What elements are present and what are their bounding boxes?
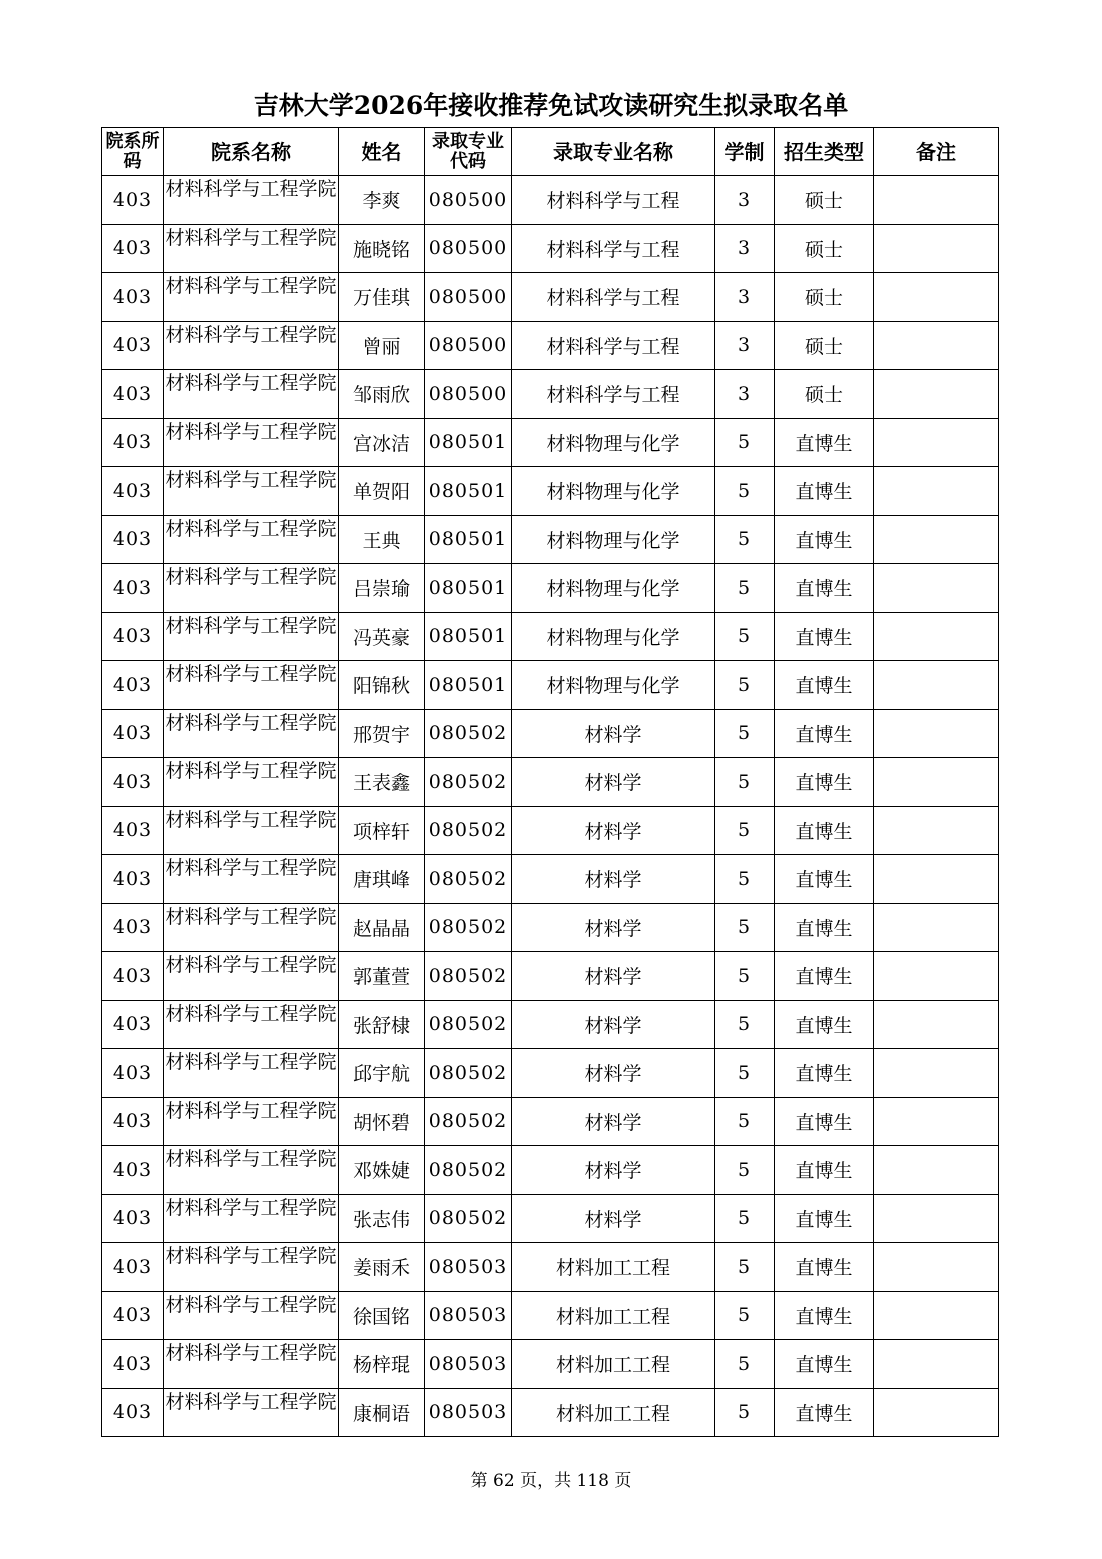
cell-major-name: 材料物理与化学 bbox=[512, 515, 715, 564]
page-title: 吉林大学2026年接收推荐免试攻读研究生拟录取名单 bbox=[253, 91, 849, 120]
admission-table bbox=[101, 127, 999, 1437]
table-row bbox=[102, 1194, 999, 1243]
cell-dept-name bbox=[164, 418, 339, 467]
cell-type: 直博生 bbox=[775, 661, 874, 710]
cell-dept-name-text: 材料科学与工程学院 bbox=[165, 372, 337, 394]
cell-dept-name bbox=[164, 321, 339, 370]
cell-type: 硕士 bbox=[775, 370, 874, 419]
page-footer: 第 62 页，共 118 页 bbox=[470, 1471, 632, 1491]
cell-name: 邹雨欣 bbox=[339, 370, 425, 419]
cell-note bbox=[874, 1146, 999, 1195]
cell-years: 3 bbox=[715, 321, 775, 370]
cell-major-name: 材料学 bbox=[512, 1000, 715, 1049]
cell-name: 邓姝婕 bbox=[339, 1146, 425, 1195]
cell-note bbox=[874, 612, 999, 661]
cell-dept-name-text: 材料科学与工程学院 bbox=[165, 857, 337, 879]
cell-dept-name-text: 材料科学与工程学院 bbox=[165, 905, 337, 928]
cell-major-code: 080502 bbox=[425, 903, 512, 952]
cell-dept-name bbox=[164, 903, 339, 952]
cell-years: 5 bbox=[715, 515, 775, 564]
cell-type: 直博生 bbox=[775, 1049, 874, 1098]
cell-major-name: 材料学 bbox=[512, 855, 715, 904]
cell-dept-name bbox=[164, 273, 339, 322]
cell-dept-name-text: 材料科学与工程学院 bbox=[165, 760, 337, 782]
cell-major-code: 080501 bbox=[425, 612, 512, 661]
cell-major-code: 080502 bbox=[425, 1194, 512, 1243]
cell-type: 直博生 bbox=[775, 855, 874, 904]
cell-dept-code: 403 bbox=[102, 1000, 164, 1049]
cell-name: 阳锦秋 bbox=[339, 661, 425, 710]
cell-dept-code: 403 bbox=[102, 273, 164, 322]
cell-years: 5 bbox=[715, 709, 775, 758]
cell-dept-code: 403 bbox=[102, 1243, 164, 1292]
cell-dept-code: 403 bbox=[102, 1340, 164, 1389]
cell-years: 5 bbox=[715, 1243, 775, 1292]
cell-dept-name bbox=[164, 758, 339, 807]
cell-dept-name bbox=[164, 564, 339, 613]
cell-major-name: 材料加工工程 bbox=[512, 1291, 715, 1340]
cell-years: 5 bbox=[715, 1194, 775, 1243]
cell-type: 直博生 bbox=[775, 612, 874, 661]
cell-dept-code: 403 bbox=[102, 709, 164, 758]
cell-dept-code: 403 bbox=[102, 467, 164, 516]
cell-name: 张舒棣 bbox=[339, 1000, 425, 1049]
cell-major-code: 080502 bbox=[425, 1000, 512, 1049]
cell-dept-name-text: 材料科学与工程学院 bbox=[165, 275, 337, 297]
cell-dept-name-text: 材料科学与工程学院 bbox=[165, 1002, 337, 1025]
cell-dept-name-text: 材料科学与工程学院 bbox=[165, 1148, 337, 1170]
cell-major-code: 080503 bbox=[425, 1243, 512, 1292]
cell-dept-code: 403 bbox=[102, 903, 164, 952]
cell-major-name: 材料加工工程 bbox=[512, 1340, 715, 1389]
cell-major-code: 080500 bbox=[425, 321, 512, 370]
cell-name: 杨梓琨 bbox=[339, 1340, 425, 1389]
cell-major-name: 材料学 bbox=[512, 1194, 715, 1243]
cell-dept-code: 403 bbox=[102, 806, 164, 855]
cell-type: 直博生 bbox=[775, 1291, 874, 1340]
cell-major-code: 080501 bbox=[425, 515, 512, 564]
cell-years: 3 bbox=[715, 273, 775, 322]
cell-note bbox=[874, 321, 999, 370]
cell-dept-name-text: 材料科学与工程学院 bbox=[165, 1051, 337, 1073]
cell-years: 5 bbox=[715, 1097, 775, 1146]
cell-years: 5 bbox=[715, 1291, 775, 1340]
cell-dept-name bbox=[164, 515, 339, 564]
cell-major-name: 材料科学与工程 bbox=[512, 224, 715, 273]
cell-note bbox=[874, 1194, 999, 1243]
cell-note bbox=[874, 176, 999, 225]
table-row bbox=[102, 224, 999, 273]
cell-type: 直博生 bbox=[775, 806, 874, 855]
header-dept-name: 院系名称 bbox=[164, 128, 339, 176]
cell-years: 5 bbox=[715, 612, 775, 661]
cell-dept-name bbox=[164, 661, 339, 710]
cell-dept-name-text: 材料科学与工程学院 bbox=[165, 226, 337, 249]
cell-name: 徐国铭 bbox=[339, 1291, 425, 1340]
cell-dept-name bbox=[164, 224, 339, 273]
cell-name: 姜雨禾 bbox=[339, 1243, 425, 1292]
cell-major-code: 080503 bbox=[425, 1340, 512, 1389]
cell-major-code: 080502 bbox=[425, 855, 512, 904]
cell-dept-code: 403 bbox=[102, 1146, 164, 1195]
cell-name: 唐琪峰 bbox=[339, 855, 425, 904]
cell-dept-name bbox=[164, 612, 339, 661]
cell-dept-name-text: 材料科学与工程学院 bbox=[165, 323, 337, 346]
table-row bbox=[102, 1146, 999, 1195]
cell-type: 直博生 bbox=[775, 467, 874, 516]
table-header-row bbox=[102, 128, 999, 176]
cell-name: 邱宇航 bbox=[339, 1049, 425, 1098]
table-row bbox=[102, 855, 999, 904]
cell-dept-code: 403 bbox=[102, 370, 164, 419]
cell-dept-code: 403 bbox=[102, 952, 164, 1001]
cell-dept-name-text: 材料科学与工程学院 bbox=[165, 711, 337, 734]
cell-major-name: 材料科学与工程 bbox=[512, 321, 715, 370]
cell-note bbox=[874, 661, 999, 710]
cell-type: 直博生 bbox=[775, 903, 874, 952]
header-name: 姓名 bbox=[339, 128, 425, 176]
cell-dept-name bbox=[164, 1340, 339, 1389]
cell-type: 直博生 bbox=[775, 1340, 874, 1389]
table-row bbox=[102, 1291, 999, 1340]
cell-dept-name bbox=[164, 1097, 339, 1146]
table-row bbox=[102, 321, 999, 370]
cell-note bbox=[874, 1097, 999, 1146]
header-major-name: 录取专业名称 bbox=[512, 128, 715, 176]
cell-dept-name-text: 材料科学与工程学院 bbox=[165, 1196, 337, 1219]
cell-dept-code: 403 bbox=[102, 855, 164, 904]
table-row bbox=[102, 273, 999, 322]
cell-years: 5 bbox=[715, 564, 775, 613]
cell-major-code: 080502 bbox=[425, 952, 512, 1001]
cell-dept-name bbox=[164, 467, 339, 516]
cell-dept-name-text: 材料科学与工程学院 bbox=[165, 614, 337, 637]
cell-note bbox=[874, 952, 999, 1001]
cell-dept-code: 403 bbox=[102, 758, 164, 807]
cell-note bbox=[874, 1049, 999, 1098]
table-row bbox=[102, 176, 999, 225]
cell-note bbox=[874, 709, 999, 758]
cell-years: 5 bbox=[715, 1146, 775, 1195]
cell-dept-name bbox=[164, 806, 339, 855]
cell-dept-name bbox=[164, 1000, 339, 1049]
cell-type: 直博生 bbox=[775, 1243, 874, 1292]
cell-name: 李爽 bbox=[339, 176, 425, 225]
cell-years: 5 bbox=[715, 1388, 775, 1437]
cell-type: 直博生 bbox=[775, 1097, 874, 1146]
cell-major-code: 080502 bbox=[425, 709, 512, 758]
cell-years: 5 bbox=[715, 952, 775, 1001]
cell-type: 硕士 bbox=[775, 176, 874, 225]
cell-major-code: 080501 bbox=[425, 564, 512, 613]
table-row bbox=[102, 467, 999, 516]
cell-dept-name-text: 材料科学与工程学院 bbox=[165, 1342, 337, 1364]
cell-major-code: 080500 bbox=[425, 273, 512, 322]
table-row bbox=[102, 661, 999, 710]
cell-dept-name bbox=[164, 952, 339, 1001]
cell-type: 硕士 bbox=[775, 224, 874, 273]
cell-dept-name-text: 材料科学与工程学院 bbox=[165, 178, 337, 200]
cell-major-name: 材料学 bbox=[512, 903, 715, 952]
cell-dept-name bbox=[164, 1291, 339, 1340]
cell-major-name: 材料物理与化学 bbox=[512, 612, 715, 661]
cell-dept-name-text: 材料科学与工程学院 bbox=[165, 1099, 337, 1122]
cell-note bbox=[874, 515, 999, 564]
cell-dept-code: 403 bbox=[102, 224, 164, 273]
cell-major-name: 材料加工工程 bbox=[512, 1388, 715, 1437]
cell-major-name: 材料物理与化学 bbox=[512, 661, 715, 710]
cell-years: 5 bbox=[715, 806, 775, 855]
table-row bbox=[102, 709, 999, 758]
cell-name: 施晓铭 bbox=[339, 224, 425, 273]
cell-note bbox=[874, 418, 999, 467]
header-years: 学制 bbox=[715, 128, 775, 176]
cell-type: 直博生 bbox=[775, 1000, 874, 1049]
cell-major-code: 080501 bbox=[425, 661, 512, 710]
cell-type: 直博生 bbox=[775, 418, 874, 467]
cell-dept-name bbox=[164, 1388, 339, 1437]
cell-major-name: 材料科学与工程 bbox=[512, 370, 715, 419]
cell-major-name: 材料学 bbox=[512, 1146, 715, 1195]
cell-dept-code: 403 bbox=[102, 1194, 164, 1243]
cell-major-name: 材料学 bbox=[512, 806, 715, 855]
cell-major-code: 080502 bbox=[425, 1097, 512, 1146]
cell-type: 直博生 bbox=[775, 758, 874, 807]
table-row bbox=[102, 1000, 999, 1049]
cell-name: 康桐语 bbox=[339, 1388, 425, 1437]
table-row bbox=[102, 612, 999, 661]
cell-dept-code: 403 bbox=[102, 1291, 164, 1340]
table-row bbox=[102, 1049, 999, 1098]
cell-major-code: 080502 bbox=[425, 806, 512, 855]
cell-years: 5 bbox=[715, 661, 775, 710]
cell-dept-name-text: 材料科学与工程学院 bbox=[165, 469, 337, 491]
cell-major-code: 080502 bbox=[425, 758, 512, 807]
cell-name: 冯英豪 bbox=[339, 612, 425, 661]
cell-type: 直博生 bbox=[775, 515, 874, 564]
cell-major-code: 080500 bbox=[425, 370, 512, 419]
cell-dept-name-text: 材料科学与工程学院 bbox=[165, 1245, 337, 1267]
cell-major-code: 080500 bbox=[425, 224, 512, 273]
cell-name: 万佳琪 bbox=[339, 273, 425, 322]
cell-major-code: 080502 bbox=[425, 1146, 512, 1195]
cell-years: 5 bbox=[715, 418, 775, 467]
cell-type: 直博生 bbox=[775, 1146, 874, 1195]
cell-major-name: 材料学 bbox=[512, 709, 715, 758]
cell-major-code: 080503 bbox=[425, 1388, 512, 1437]
cell-note bbox=[874, 273, 999, 322]
cell-dept-name bbox=[164, 1146, 339, 1195]
table-row bbox=[102, 1340, 999, 1389]
cell-years: 5 bbox=[715, 1049, 775, 1098]
cell-dept-code: 403 bbox=[102, 661, 164, 710]
cell-major-name: 材料加工工程 bbox=[512, 1243, 715, 1292]
cell-dept-name-text: 材料科学与工程学院 bbox=[165, 954, 337, 976]
cell-years: 5 bbox=[715, 855, 775, 904]
cell-major-code: 080503 bbox=[425, 1291, 512, 1340]
cell-years: 3 bbox=[715, 176, 775, 225]
cell-major-name: 材料科学与工程 bbox=[512, 176, 715, 225]
cell-dept-name-text: 材料科学与工程学院 bbox=[165, 1293, 337, 1316]
cell-years: 3 bbox=[715, 224, 775, 273]
cell-years: 5 bbox=[715, 1340, 775, 1389]
cell-years: 5 bbox=[715, 903, 775, 952]
cell-major-code: 080501 bbox=[425, 418, 512, 467]
cell-major-name: 材料学 bbox=[512, 1097, 715, 1146]
cell-dept-code: 403 bbox=[102, 612, 164, 661]
cell-dept-name-text: 材料科学与工程学院 bbox=[165, 517, 337, 540]
cell-name: 王典 bbox=[339, 515, 425, 564]
cell-name: 吕崇瑜 bbox=[339, 564, 425, 613]
table-row bbox=[102, 370, 999, 419]
cell-dept-code: 403 bbox=[102, 418, 164, 467]
cell-name: 张志伟 bbox=[339, 1194, 425, 1243]
cell-type: 硕士 bbox=[775, 321, 874, 370]
cell-note bbox=[874, 903, 999, 952]
cell-note bbox=[874, 806, 999, 855]
cell-dept-code: 403 bbox=[102, 321, 164, 370]
cell-note bbox=[874, 855, 999, 904]
cell-dept-code: 403 bbox=[102, 515, 164, 564]
header-type: 招生类型 bbox=[775, 128, 874, 176]
cell-type: 直博生 bbox=[775, 564, 874, 613]
table-row bbox=[102, 806, 999, 855]
cell-dept-name bbox=[164, 370, 339, 419]
cell-years: 5 bbox=[715, 467, 775, 516]
cell-type: 直博生 bbox=[775, 952, 874, 1001]
table-row bbox=[102, 758, 999, 807]
table-row bbox=[102, 1243, 999, 1292]
cell-note bbox=[874, 758, 999, 807]
cell-dept-name bbox=[164, 1049, 339, 1098]
cell-name: 项梓轩 bbox=[339, 806, 425, 855]
cell-note bbox=[874, 370, 999, 419]
cell-dept-name-text: 材料科学与工程学院 bbox=[165, 1390, 337, 1413]
cell-note bbox=[874, 467, 999, 516]
cell-dept-code: 403 bbox=[102, 1049, 164, 1098]
cell-dept-name bbox=[164, 855, 339, 904]
cell-name: 郭董萱 bbox=[339, 952, 425, 1001]
cell-name: 曾丽 bbox=[339, 321, 425, 370]
table-row bbox=[102, 515, 999, 564]
cell-dept-name bbox=[164, 1243, 339, 1292]
cell-dept-name-text: 材料科学与工程学院 bbox=[165, 663, 337, 685]
cell-note bbox=[874, 1291, 999, 1340]
cell-type: 直博生 bbox=[775, 1194, 874, 1243]
table-row bbox=[102, 564, 999, 613]
cell-name: 邢贺宇 bbox=[339, 709, 425, 758]
cell-dept-name bbox=[164, 1194, 339, 1243]
cell-years: 5 bbox=[715, 1000, 775, 1049]
cell-years: 3 bbox=[715, 370, 775, 419]
cell-dept-name bbox=[164, 709, 339, 758]
cell-years: 5 bbox=[715, 758, 775, 807]
cell-major-name: 材料学 bbox=[512, 758, 715, 807]
cell-type: 硕士 bbox=[775, 273, 874, 322]
cell-dept-code: 403 bbox=[102, 1097, 164, 1146]
table-row bbox=[102, 952, 999, 1001]
cell-major-name: 材料物理与化学 bbox=[512, 467, 715, 516]
cell-note bbox=[874, 1000, 999, 1049]
cell-name: 赵晶晶 bbox=[339, 903, 425, 952]
cell-note bbox=[874, 1388, 999, 1437]
cell-name: 胡怀碧 bbox=[339, 1097, 425, 1146]
cell-name: 宫冰洁 bbox=[339, 418, 425, 467]
cell-major-code: 080500 bbox=[425, 176, 512, 225]
cell-type: 直博生 bbox=[775, 1388, 874, 1437]
cell-note bbox=[874, 1340, 999, 1389]
header-dept-code: 院系所码 bbox=[102, 128, 164, 176]
table-row bbox=[102, 1097, 999, 1146]
cell-major-name: 材料学 bbox=[512, 952, 715, 1001]
cell-note bbox=[874, 224, 999, 273]
cell-note bbox=[874, 564, 999, 613]
table-body bbox=[102, 176, 999, 1437]
cell-dept-name-text: 材料科学与工程学院 bbox=[165, 808, 337, 831]
cell-dept-name bbox=[164, 176, 339, 225]
table-row bbox=[102, 1388, 999, 1437]
cell-name: 单贺阳 bbox=[339, 467, 425, 516]
table-row bbox=[102, 418, 999, 467]
cell-major-name: 材料学 bbox=[512, 1049, 715, 1098]
cell-major-name: 材料物理与化学 bbox=[512, 418, 715, 467]
cell-note bbox=[874, 1243, 999, 1292]
cell-dept-name-text: 材料科学与工程学院 bbox=[165, 566, 337, 588]
cell-major-code: 080501 bbox=[425, 467, 512, 516]
cell-major-code: 080502 bbox=[425, 1049, 512, 1098]
table-row bbox=[102, 903, 999, 952]
cell-dept-name-text: 材料科学与工程学院 bbox=[165, 420, 337, 443]
cell-major-name: 材料科学与工程 bbox=[512, 273, 715, 322]
cell-major-name: 材料物理与化学 bbox=[512, 564, 715, 613]
cell-type: 直博生 bbox=[775, 709, 874, 758]
cell-dept-code: 403 bbox=[102, 1388, 164, 1437]
cell-dept-code: 403 bbox=[102, 564, 164, 613]
cell-name: 王表鑫 bbox=[339, 758, 425, 807]
cell-dept-code: 403 bbox=[102, 176, 164, 225]
header-major-code: 录取专业代码 bbox=[425, 128, 512, 176]
header-note: 备注 bbox=[874, 128, 999, 176]
